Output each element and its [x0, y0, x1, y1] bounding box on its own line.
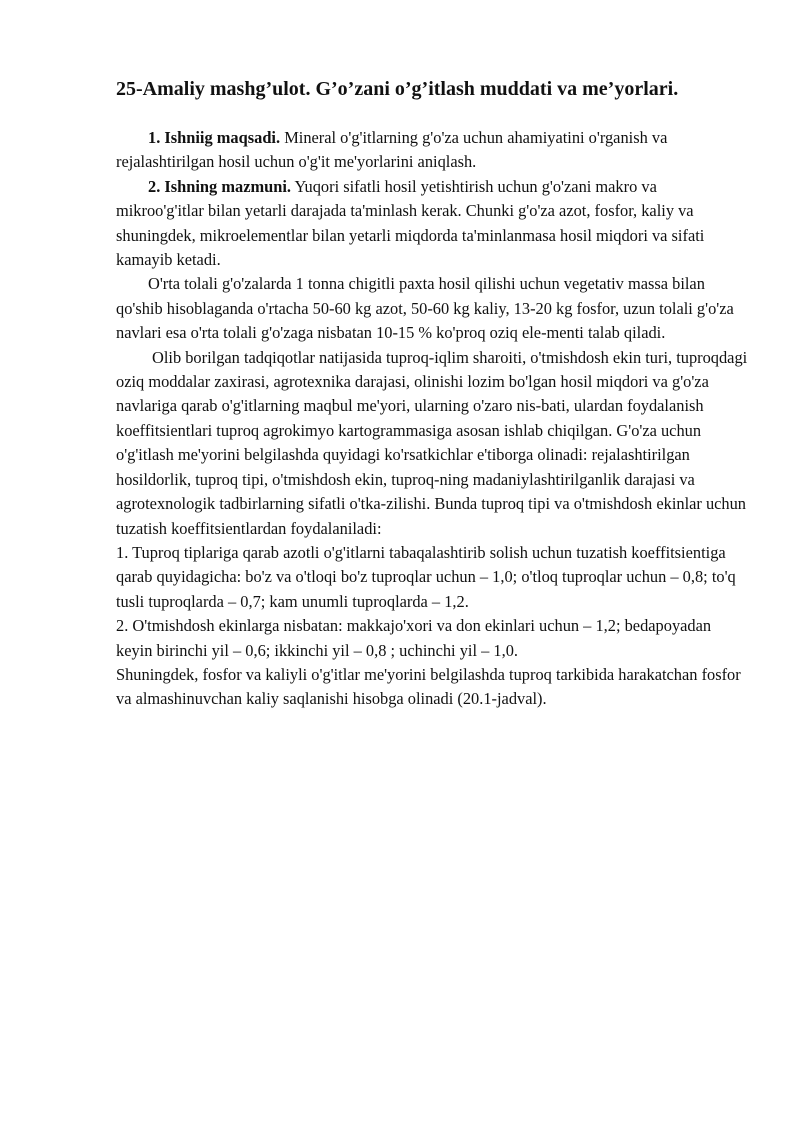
paragraph-nutrient-requirements: O'rta tolali g'o'zalarda 1 tonna chigitli paxta hosil qilishi uchun vegetativ massa bilan qo'shib hisoblaganda o'rtacha 50-60 kg azot, 50-60 kg kaliy, 13-20 kg fosfor, uzun tolali g'o'za navlari esa o'rta tolali g'o'zaga nisbatan 10-15 % ko'proq oziq ele-menti talab qiladi.	[116, 274, 734, 343]
document-title: 25-Amaliy mashg’ulot. G’o’zani o’g’itlash muddati va me’yorlari.	[116, 78, 679, 100]
content-label: 2. Ishning mazmuni.	[148, 176, 292, 196]
content-text: Yuqori sifatli hosil yetishtirish uchun g'o'zani makro va mikroo'g'itlar bilan yetarli darajada ta'minlash kerak. Chunki g'o'za azot, fosfor, kaliy va shuningdek, mikroelementlar bilan yetarli miqdorda ta'minlanmasa hosil miqdori va sifati kamayib ketadi.	[116, 176, 705, 270]
purpose-label: 1. Ishniig maqsadi.	[148, 128, 281, 147]
paragraph-purpose	[116, 126, 748, 175]
paragraph-content	[116, 175, 748, 273]
document-page	[116, 76, 748, 712]
paragraph-research-results: Olib borilgan tadqiqotlar natijasida tuproq-iqlim sharoiti, o'tmishdosh ekin turi, tuproqdagi oziq moddalar zaxirasi, agrotexnika darajasi, olinishi lozim bo'lgan hosil miqdori va g'o'za navlariga qarab o'g'itlarning maqbul me'yori, ularning o'zaro nis-bati, ulardan foydalanish koeffitsientlari tuproq agrokimyo kartogrammasiga asosan ishlab chiqilgan. G'o'za uchun o'g'itlash me'yorini belgilashda quyidagi ko'rsatkichlar e'tiborga olinadi: rejalashtirilgan hosildorlik, tuproq tipi, o'tmishdosh ekin, tuproq-ning madaniylashtirilganlik darajasi va agrotexnologik tadbirlarning sifatli o'tka-zilishi. Bunda tuproq tipi va o'tmishdosh ekinlar uchun tuzatish koeffitsientlardan foydalaniladi:	[116, 347, 748, 538]
paragraph-soil-coefficients: 1. Tuproq tiplariga qarab azotli o'g'itlarni tabaqalashtirib solish uchun tuzatish koeffitsientiga qarab quyidagicha: bo'z va o'tloqi bo'z tuproqlar uchun – 1,0; o'tloq tuproqlar uchun – 0,8; to'q tusli tuproqlarda – 0,7; kam unumli tuproqlarda – 1,2.	[116, 542, 736, 611]
paragraph-phosphorus-potassium: Shuningdek, fosfor va kaliyli o'g'itlar me'yorini belgilashda tuproq tarkibida harakatchan fosfor va almashinuvchan kaliy saqlanishi hisobga olinadi (20.1-jadval).	[116, 664, 741, 709]
purpose-text: Mineral o'g'itlarning g'o'za uchun ahamiyatini o'rganish va rejalashtirilgan hosil uchun o'g'it me'yorlarini aniqlash.	[116, 128, 668, 172]
paragraph-predecessor-coefficients: 2. O'tmishdosh ekinlarga nisbatan: makkajo'xori va don ekinlari uchun – 1,2; bedapoyadan keyin birinchi yil – 0,6; ikkinchi yil – 0,8 ; uchinchi yil – 1,0.	[116, 616, 712, 660]
document-body	[116, 126, 748, 712]
